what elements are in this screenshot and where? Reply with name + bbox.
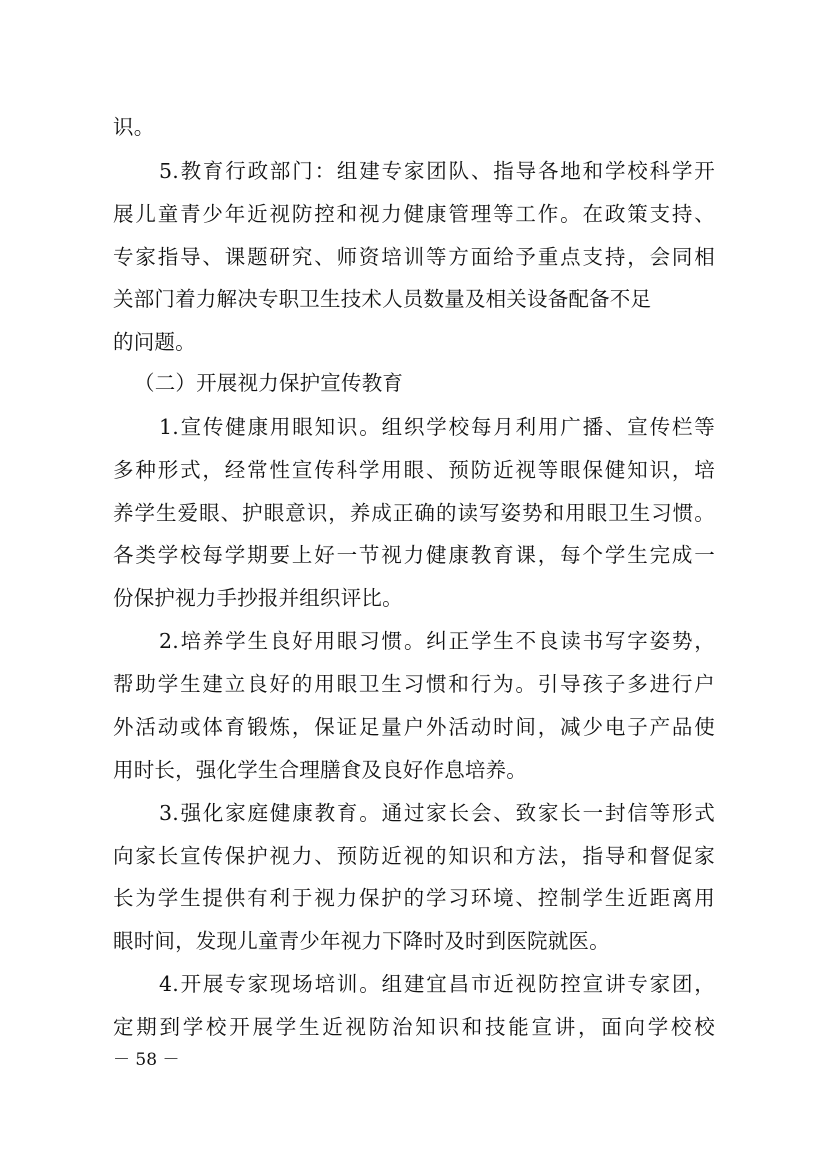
section-heading: （二）开展视力保护宣传教育 bbox=[134, 371, 404, 395]
paragraph-line-6: 的问题。 bbox=[113, 330, 196, 354]
paragraph-line-20: 眼时间，发现儿童青少年视力下降时及时到医院就医。 bbox=[113, 929, 610, 953]
paragraph-line-21: 4.开展专家现场培训。组建宜昌市近视防控宣讲专家团， bbox=[159, 972, 715, 996]
paragraph-line-1: 识。 bbox=[113, 115, 155, 139]
paragraph-line-13: 2.培养学生良好用眼习惯。纠正学生不良读书写字姿势， bbox=[159, 629, 715, 653]
paragraph-line-3: 展儿童青少年近视防控和视力健康管理等工作。在政策支持、 bbox=[113, 202, 715, 226]
paragraph-line-22: 定期到学校开展学生近视防治知识和技能宣讲，面向学校校 bbox=[113, 1015, 715, 1039]
paragraph-line-15: 外活动或体育锻炼，保证足量户外活动时间，减少电子产品使 bbox=[113, 715, 715, 739]
paragraph-line-8: 1.宣传健康用眼知识。组织学校每月利用广播、宣传栏等 bbox=[159, 415, 715, 439]
paragraph-line-17: 3.强化家庭健康教育。通过家长会、致家长一封信等形式 bbox=[159, 801, 715, 825]
paragraph-line-2: 5.教育行政部门：组建专家团队、指导各地和学校科学开 bbox=[159, 159, 715, 183]
paragraph-line-18: 向家长宣传保护视力、预防近视的知识和方法，指导和督促家 bbox=[113, 844, 715, 868]
paragraph-line-5: 关部门着力解决专职卫生技术人员数量及相关设备配备不足 bbox=[113, 287, 652, 311]
paragraph-line-9: 多种形式，经常性宣传科学用眼、预防近视等眼保健知识，培 bbox=[113, 458, 715, 482]
paragraph-line-19: 长为学生提供有利于视力保护的学习环境、控制学生近距离用 bbox=[113, 886, 715, 910]
paragraph-line-14: 帮助学生建立良好的用眼卫生习惯和行为。引导孩子多进行户 bbox=[113, 672, 715, 696]
paragraph-line-4: 专家指导、课题研究、师资培训等方面给予重点支持，会同相 bbox=[113, 245, 715, 269]
page-number: － 58 － bbox=[113, 1050, 180, 1070]
paragraph-line-12: 份保护视力手抄报并组织评比。 bbox=[113, 586, 403, 610]
paragraph-line-16: 用时长，强化学生合理膳食及良好作息培养。 bbox=[113, 758, 527, 782]
paragraph-line-11: 各类学校每学期要上好一节视力健康教育课，每个学生完成一 bbox=[113, 543, 715, 567]
paragraph-line-10: 养学生爱眼、护眼意识，养成正确的读写姿势和用眼卫生习惯。 bbox=[113, 501, 715, 525]
